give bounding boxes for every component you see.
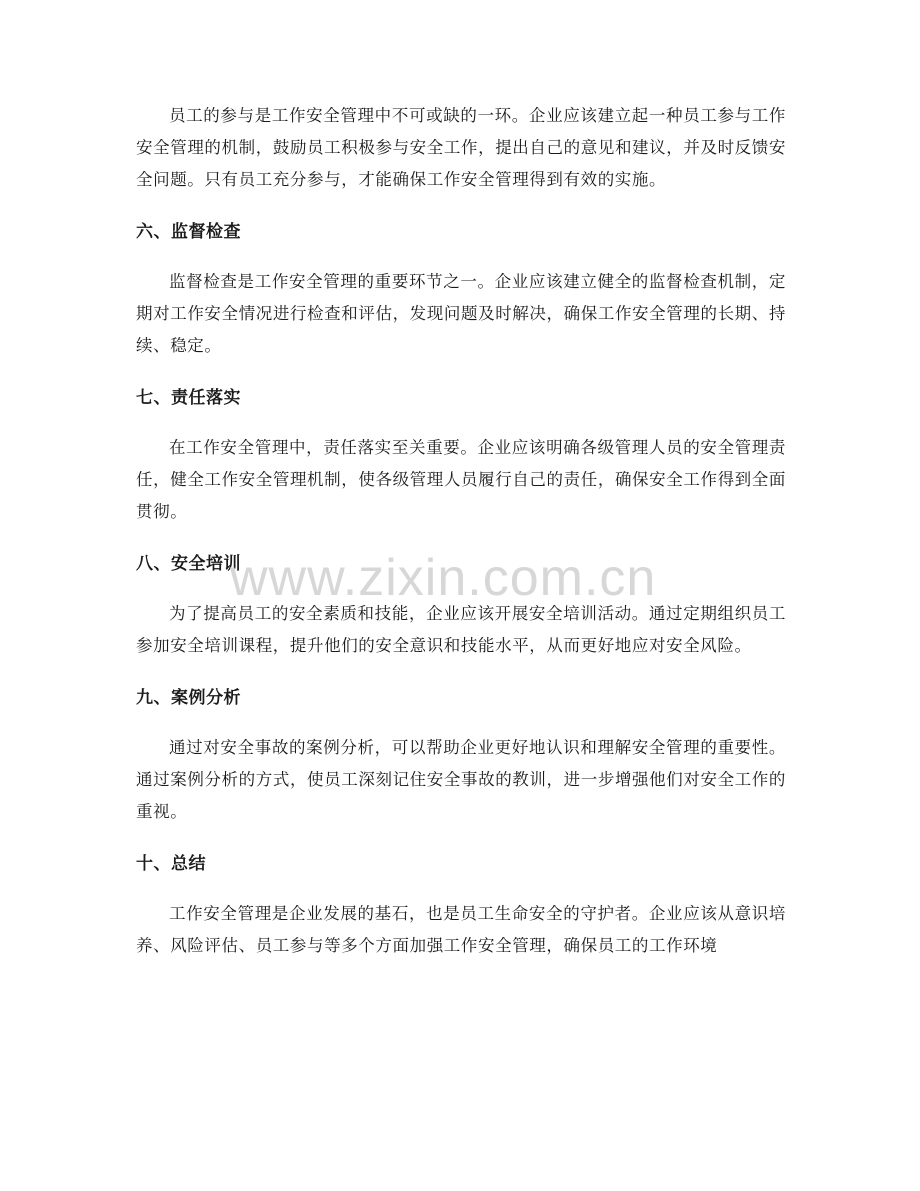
paragraph-supervision-inspection: 监督检查是工作安全管理的重要环节之一。企业应该建立健全的监督检查机制，定期对工作安全情况进行检查和评估，发现问题及时解决，确保工作安全管理的长期、持续、稳定。 [136,272,786,355]
paragraph-responsibility: 在工作安全管理中，责任落实至关重要。企业应该明确各级管理人员的安全管理责任，健全工作安全管理机制，使各级管理人员履行自己的责任，确保安全工作得到全面贯彻。 [136,438,786,521]
heading-supervision-inspection: 六、监督检查 [136,222,241,242]
heading-responsibility: 七、责任落实 [136,388,241,408]
paragraph-safety-training: 为了提高员工的安全素质和技能，企业应该开展安全培训活动。通过定期组织员工参加安全培训课程，提升他们的安全意识和技能水平，从而更好地应对安全风险。 [136,604,786,655]
heading-summary: 十、总结 [136,854,206,874]
heading-safety-training: 八、安全培训 [136,554,241,574]
paragraph-summary: 工作安全管理是企业发展的基石，也是员工生命安全的守护者。企业应该从意识培养、风险评估、员工参与等多个方面加强工作安全管理，确保员工的工作环境 [136,904,786,955]
document-body [136,100,786,962]
paragraph-case-analysis: 通过对安全事故的案例分析，可以帮助企业更好地认识和理解安全管理的重要性。通过案例分析的方式，使员工深刻记住安全事故的教训，进一步增强他们对安全工作的重视。 [136,738,786,821]
watermark-text: www.zixin.com.cn [230,549,657,607]
heading-case-analysis: 九、案例分析 [136,688,241,708]
paragraph-employee-participation: 员工的参与是工作安全管理中不可或缺的一环。企业应该建立起一种员工参与工作安全管理的机制，鼓励员工积极参与安全工作，提出自己的意见和建议，并及时反馈安全问题。只有员工充分参与，才能确保工作安全管理得到有效的实施。 [136,106,786,189]
